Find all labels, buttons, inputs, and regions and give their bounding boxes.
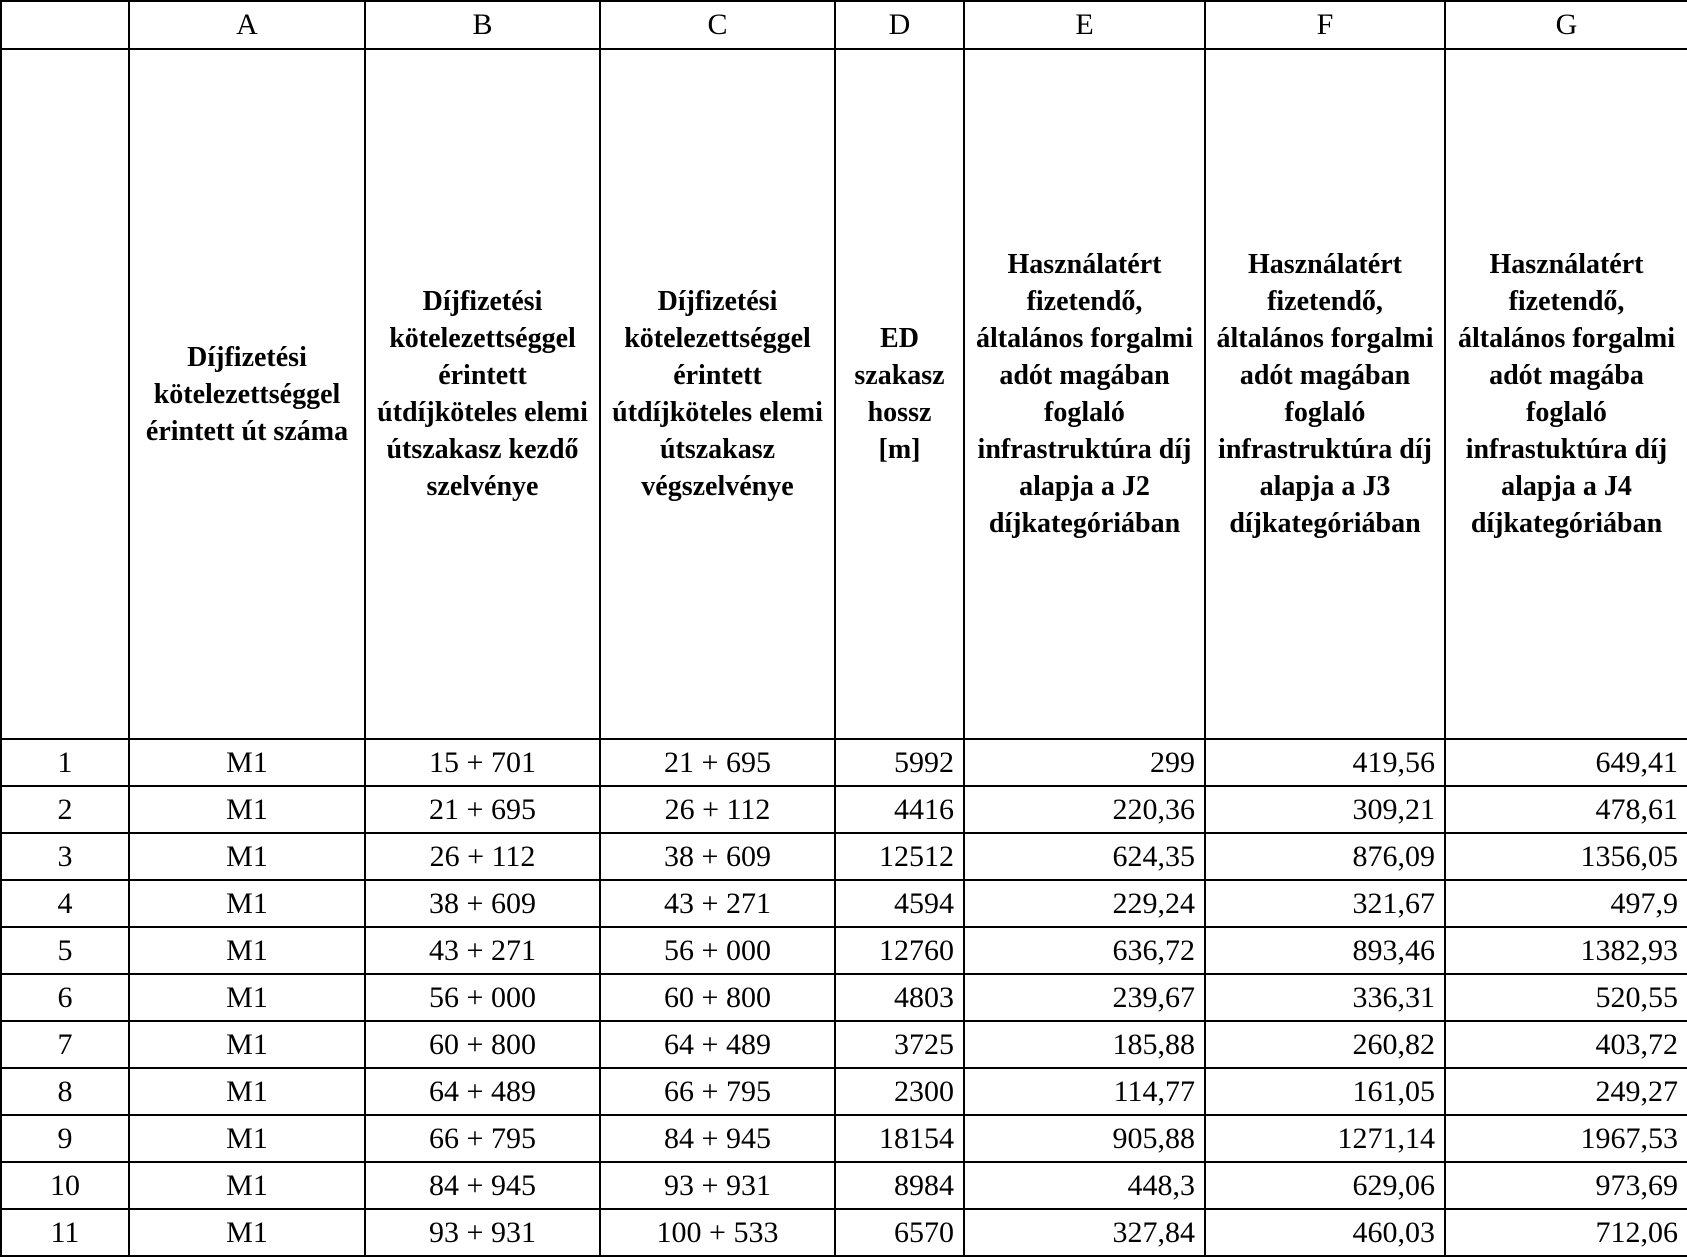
section-length-cell: 12512	[835, 833, 964, 880]
fee-j3-cell: 629,06	[1205, 1162, 1445, 1209]
end-section-cell: 38 + 609	[600, 833, 835, 880]
fee-j3-cell: 460,03	[1205, 1209, 1445, 1256]
start-section-cell: 38 + 609	[365, 880, 600, 927]
road-number-cell: M1	[129, 1115, 365, 1162]
section-length-cell: 8984	[835, 1162, 964, 1209]
fee-j2-cell: 114,77	[964, 1068, 1205, 1115]
header-row	[1, 49, 1687, 739]
start-section-cell: 43 + 271	[365, 927, 600, 974]
road-number-cell: M1	[129, 880, 365, 927]
row-number-cell: 4	[1, 880, 129, 927]
fee-j3-cell: 893,46	[1205, 927, 1445, 974]
row-number-cell: 7	[1, 1021, 129, 1068]
fee-j4-cell: 1356,05	[1445, 833, 1687, 880]
road-number-cell: M1	[129, 927, 365, 974]
start-section-cell: 21 + 695	[365, 786, 600, 833]
road-number-cell: M1	[129, 1162, 365, 1209]
section-length-cell: 4416	[835, 786, 964, 833]
row-number-cell: 2	[1, 786, 129, 833]
header-fee-j4: Használatért fizetendő, általános forgalmi adót magába foglaló infrastuktúra díj alapja a J4 díjkategóriában	[1445, 49, 1687, 739]
column-letter-f: F	[1205, 1, 1445, 49]
fee-j3-cell: 876,09	[1205, 833, 1445, 880]
fee-j2-cell: 448,3	[964, 1162, 1205, 1209]
fee-j4-cell: 520,55	[1445, 974, 1687, 1021]
column-letter-b: B	[365, 1, 600, 49]
start-section-cell: 60 + 800	[365, 1021, 600, 1068]
end-section-cell: 93 + 931	[600, 1162, 835, 1209]
start-section-cell: 15 + 701	[365, 739, 600, 786]
end-section-cell: 84 + 945	[600, 1115, 835, 1162]
fee-j2-cell: 636,72	[964, 927, 1205, 974]
fee-j2-cell: 185,88	[964, 1021, 1205, 1068]
fee-j2-cell: 239,67	[964, 974, 1205, 1021]
row-number-cell: 10	[1, 1162, 129, 1209]
fee-j4-cell: 478,61	[1445, 786, 1687, 833]
start-section-cell: 56 + 000	[365, 974, 600, 1021]
table-row	[1, 974, 1687, 1021]
table-row	[1, 927, 1687, 974]
column-letter-d: D	[835, 1, 964, 49]
fee-j2-cell: 327,84	[964, 1209, 1205, 1256]
table-row	[1, 786, 1687, 833]
start-section-cell: 93 + 931	[365, 1209, 600, 1256]
section-length-cell: 5992	[835, 739, 964, 786]
section-length-cell: 18154	[835, 1115, 964, 1162]
fee-j3-cell: 336,31	[1205, 974, 1445, 1021]
header-section-length: ED szakasz hossz [m]	[835, 49, 964, 739]
end-section-cell: 43 + 271	[600, 880, 835, 927]
table-row	[1, 1115, 1687, 1162]
road-number-cell: M1	[129, 1209, 365, 1256]
fee-j2-cell: 624,35	[964, 833, 1205, 880]
header-end-section: Díjfizetési kötelezettséggel érintett útdíjköteles elemi útszakasz végszelvénye	[600, 49, 835, 739]
fee-j2-cell: 905,88	[964, 1115, 1205, 1162]
section-length-cell: 6570	[835, 1209, 964, 1256]
header-blank	[1, 49, 129, 739]
fee-j3-cell: 161,05	[1205, 1068, 1445, 1115]
fee-j2-cell: 220,36	[964, 786, 1205, 833]
column-letter-corner	[1, 1, 129, 49]
header-start-section: Díjfizetési kötelezettséggel érintett útdíjköteles elemi útszakasz kezdő szelvénye	[365, 49, 600, 739]
road-number-cell: M1	[129, 739, 365, 786]
column-letter-a: A	[129, 1, 365, 49]
fee-j4-cell: 1382,93	[1445, 927, 1687, 974]
end-section-cell: 26 + 112	[600, 786, 835, 833]
end-section-cell: 66 + 795	[600, 1068, 835, 1115]
fee-j4-cell: 973,69	[1445, 1162, 1687, 1209]
column-letter-c: C	[600, 1, 835, 49]
table-row	[1, 1068, 1687, 1115]
end-section-cell: 64 + 489	[600, 1021, 835, 1068]
road-number-cell: M1	[129, 1021, 365, 1068]
header-fee-j3: Használatért fizetendő, általános forgalmi adót magában foglaló infrastruktúra díj alapja a J3 díjkategóriában	[1205, 49, 1445, 739]
road-number-cell: M1	[129, 1068, 365, 1115]
fee-j4-cell: 403,72	[1445, 1021, 1687, 1068]
fee-j2-cell: 229,24	[964, 880, 1205, 927]
header-road-number: Díjfizetési kötelezettséggel érintett út száma	[129, 49, 365, 739]
section-length-cell: 2300	[835, 1068, 964, 1115]
row-number-cell: 9	[1, 1115, 129, 1162]
start-section-cell: 84 + 945	[365, 1162, 600, 1209]
end-section-cell: 21 + 695	[600, 739, 835, 786]
table-row	[1, 1162, 1687, 1209]
start-section-cell: 26 + 112	[365, 833, 600, 880]
end-section-cell: 100 + 533	[600, 1209, 835, 1256]
header-fee-j2: Használatért fizetendő, általános forgalmi adót magában foglaló infrastruktúra díj alapja a J2 díjkategóriában	[964, 49, 1205, 739]
end-section-cell: 56 + 000	[600, 927, 835, 974]
fee-j3-cell: 321,67	[1205, 880, 1445, 927]
fee-j3-cell: 309,21	[1205, 786, 1445, 833]
section-length-cell: 12760	[835, 927, 964, 974]
fee-j3-cell: 260,82	[1205, 1021, 1445, 1068]
column-letter-g: G	[1445, 1, 1687, 49]
fee-j4-cell: 712,06	[1445, 1209, 1687, 1256]
column-letter-e: E	[964, 1, 1205, 49]
column-letter-row	[1, 1, 1687, 49]
table-row	[1, 739, 1687, 786]
table-row	[1, 880, 1687, 927]
row-number-cell: 6	[1, 974, 129, 1021]
start-section-cell: 66 + 795	[365, 1115, 600, 1162]
fee-j4-cell: 1967,53	[1445, 1115, 1687, 1162]
fee-j4-cell: 497,9	[1445, 880, 1687, 927]
section-length-cell: 3725	[835, 1021, 964, 1068]
table-row	[1, 833, 1687, 880]
road-number-cell: M1	[129, 786, 365, 833]
fee-j4-cell: 249,27	[1445, 1068, 1687, 1115]
row-number-cell: 1	[1, 739, 129, 786]
table-row	[1, 1209, 1687, 1256]
row-number-cell: 8	[1, 1068, 129, 1115]
road-number-cell: M1	[129, 974, 365, 1021]
section-length-cell: 4594	[835, 880, 964, 927]
row-number-cell: 5	[1, 927, 129, 974]
row-number-cell: 11	[1, 1209, 129, 1256]
fee-j3-cell: 1271,14	[1205, 1115, 1445, 1162]
road-number-cell: M1	[129, 833, 365, 880]
fee-j3-cell: 419,56	[1205, 739, 1445, 786]
table-row	[1, 1021, 1687, 1068]
end-section-cell: 60 + 800	[600, 974, 835, 1021]
section-length-cell: 4803	[835, 974, 964, 1021]
row-number-cell: 3	[1, 833, 129, 880]
fee-j2-cell: 299	[964, 739, 1205, 786]
start-section-cell: 64 + 489	[365, 1068, 600, 1115]
fee-j4-cell: 649,41	[1445, 739, 1687, 786]
